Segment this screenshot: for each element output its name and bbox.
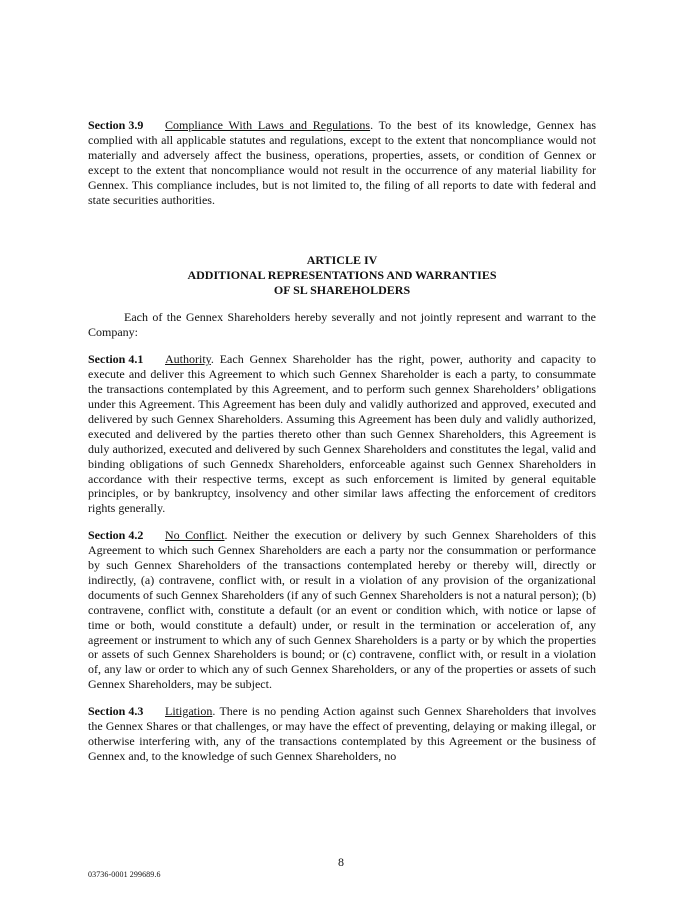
document-id: 03736-0001 299689.6 [88,870,161,879]
article-title-line-2: OF SL SHAREHOLDERS [273,283,411,298]
article-number: ARTICLE IV [306,253,378,268]
page-number: 8 [338,855,344,869]
section-4-1-body: . Each Gennex Shareholder has the right, power, authority and capacity to execute and deliver this Agreement to which such Gennex Shareholder is each a party, to consummate the transactions contemplated by this Agreement, and to perform such gennex Shareholders’ obligations under this Agreement. This Agreement has been duly and validly authorized and approved, executed and delivered by such Gennex Shareholders. Assuming this Agreement has been duly and validly authorized, executed and delivered by the parties thereto other than such Gennex Shareholders, this Agreement is duly authorized, executed and delivered by such Gennex Shareholders and constitutes the legal, valid and binding obligations of such Gennedx Shareholders, enforceable against such Gennex Shareholders in accordance with their respective terms, except as such enforcement is limited by general equitable principles, or by bankruptcy, insolvency and other similar laws affecting the enforcement of creditors rights generally. [88,352,596,516]
section-3-9-paragraph [88,118,596,207]
section-3-9-number: Section 3.9 [88,118,144,132]
section-4-1-number: Section 4.1 [88,352,144,367]
document-body [88,118,596,776]
section-4-1-title: Authority [165,352,211,367]
section-4-2-number: Section 4.2 [88,528,144,543]
section-3-9-body: . To the best of its knowledge, Gennex has complied with all applicable statutes and regulations, except to the extent that noncompliance would not materially and adversely affect the business, operations, properties, assets, or condition of Gennex or except to the extent that noncompliance would not result in the occurrence of any material liability for Gennex. This compliance includes, but is not limited to, the filing of all reports to date with federal and state securities authorities. [88,118,596,207]
article-heading [88,253,596,298]
section-4-3-paragraph [88,704,596,764]
section-4-3-number: Section 4.3 [88,704,144,719]
article-intro-paragraph: Each of the Gennex Shareholders hereby severally and not jointly represent and warrant to the Company: [88,310,596,340]
section-4-2-paragraph [88,528,596,692]
section-4-3-body: . There is no pending Action against such Gennex Shareholders that involves the Gennex Shares or that challenges, or may have the effect of preventing, delaying or making illegal, or otherwise interfering with, any of the transactions contemplated by this Agreement or the business of Gennex and, to the knowledge of such Gennex Shareholders, no [88,704,596,763]
section-3-9-title: Compliance With Laws and Regulations [165,118,371,132]
section-4-2-title: No Conflict [165,528,225,543]
section-4-1-paragraph [88,352,596,516]
section-4-2-body: . Neither the execution or delivery by such Gennex Shareholders of this Agreement to which such Gennex Shareholders are each a party nor the consummation or performance by such Gennex Shareholders of the transactions contemplated hereby or thereby will, directly or indirectly, (a) contravene, conflict with, or result in a violation of any provision of the organizational documents of such Gennex Shareholders (if any of such Gennex Shareholders is not a natural person); (b) contravene, conflict with, constitute a default (or an event or condition which, with notice or lapse of time or both, would constitute a default) under, or result in the termination or acceleration of, any agreement or instrument to which any of such Gennex Shareholders is a party or by which the properties or assets of such Gennex Shareholders is bound; or (c) contravene, conflict with, or result in a violation of, any law or order to which any of such Gennex Shareholders, or any of the properties or assets of such Gennex Shareholders, may be subject. [88,528,596,692]
article-title-line-1: ADDITIONAL REPRESENTATIONS AND WARRANTIES [187,268,497,283]
section-4-3-title: Litigation [165,704,213,719]
